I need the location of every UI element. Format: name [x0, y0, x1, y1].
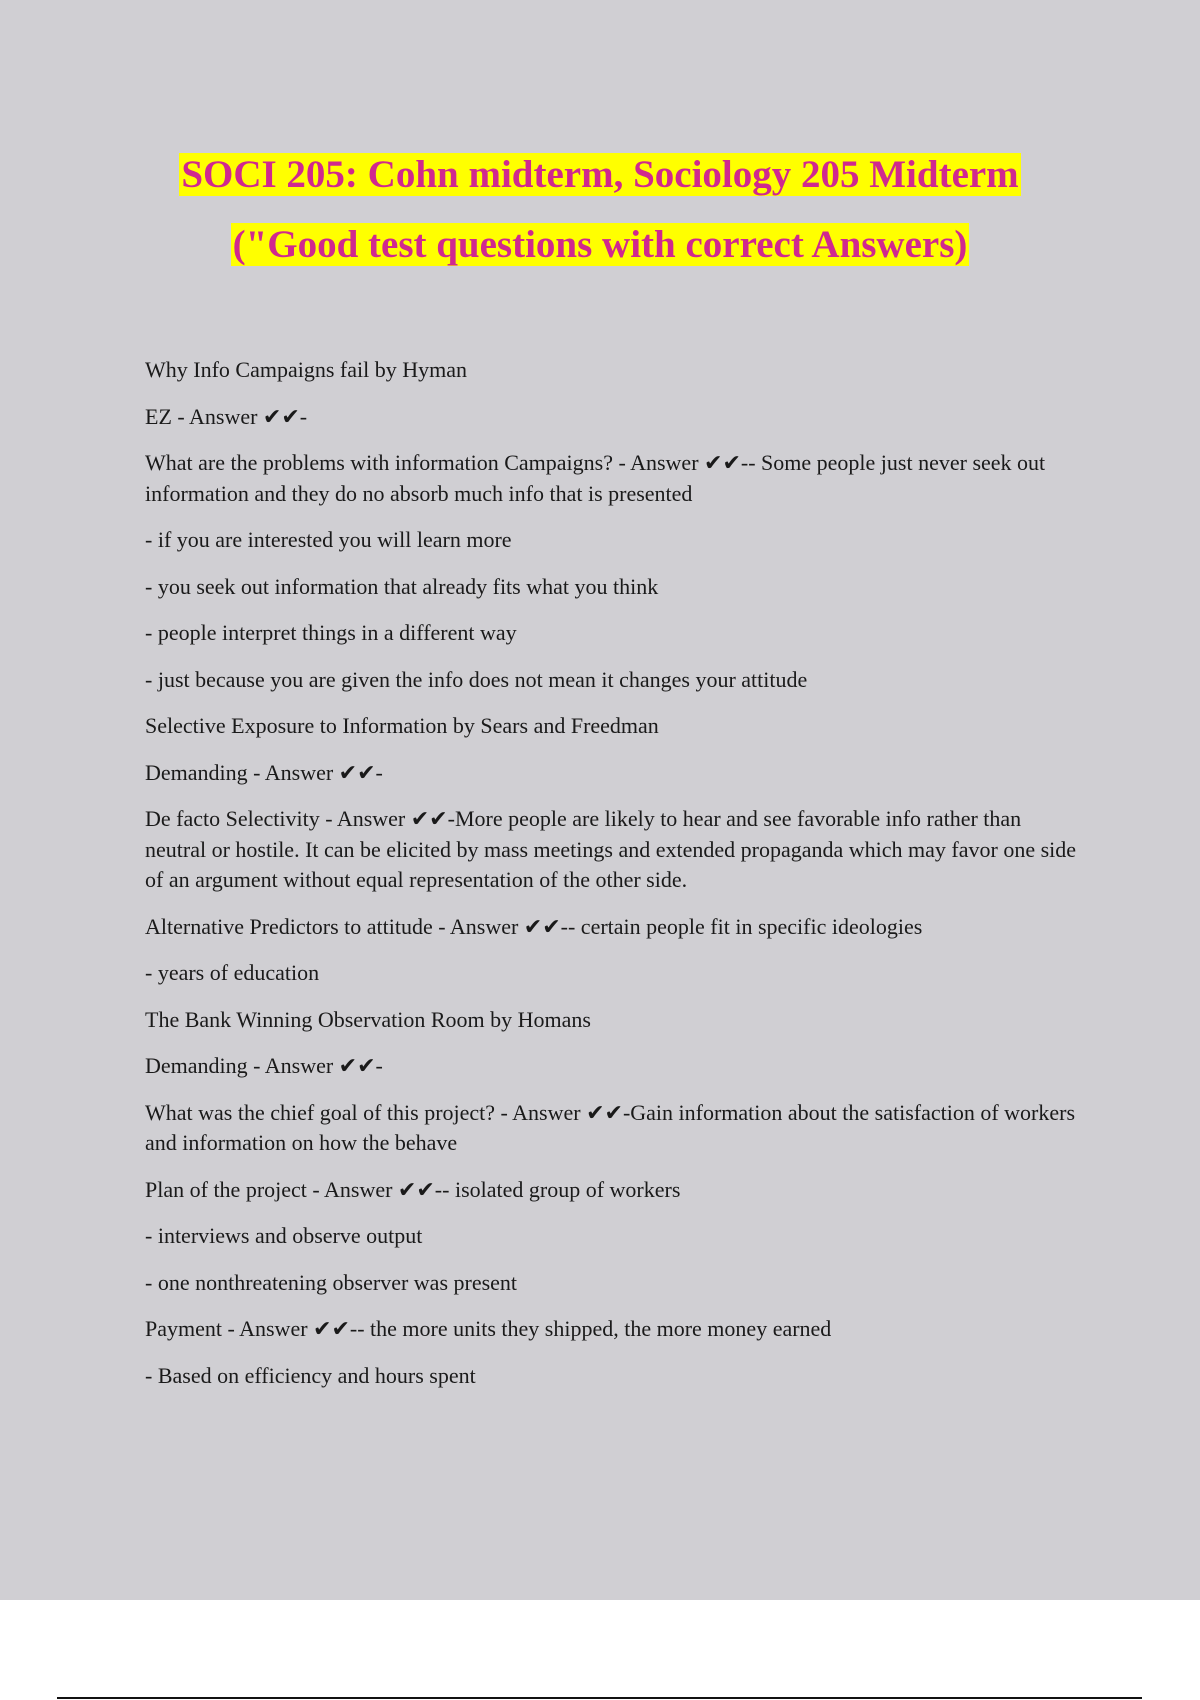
document-title: [0, 140, 1200, 280]
paragraph: EZ - Answer ✔✔-: [145, 403, 308, 429]
paragraph: De facto Selectivity - Answer ✔✔-More people are likely to hear and see favorable info rather than neutral or hostile. It can be elicited by mass meetings and extended propaganda which may favor one side of an argument without equal representation of the other side.: [145, 806, 1077, 892]
paragraph: - one nonthreatening observer was present: [145, 1269, 518, 1295]
paragraph: - people interpret things in a different way: [145, 620, 517, 645]
paragraph: Plan of the project - Answer ✔✔-- isolated group of workers: [145, 1176, 681, 1202]
paragraph: The Bank Winning Observation Room by Homans: [145, 1006, 591, 1032]
title-line-1: SOCI 205: Cohn midterm, Sociology 205 Midterm: [181, 153, 1019, 196]
paragraph: What was the chief goal of this project? - Answer ✔✔-Gain information about the satisfaction of workers and information on how the behave: [145, 1099, 1076, 1155]
paragraph: - interviews and observe output: [145, 1223, 423, 1248]
title-line-2: ("Good test questions with correct Answers): [232, 223, 968, 266]
paragraph: Demanding - Answer ✔✔-: [145, 1053, 383, 1078]
paragraph: - you seek out information that already fits what you think: [145, 573, 659, 599]
paragraph: Demanding - Answer ✔✔-: [145, 759, 383, 785]
footer-divider: [57, 1697, 1142, 1699]
paragraph: - just because you are given the info does not mean it changes your attitude: [145, 666, 808, 692]
paragraph: - if you are interested you will learn more: [145, 527, 512, 552]
paragraph: - Based on efficiency and hours spent: [145, 1362, 476, 1388]
paragraph: - years of education: [145, 960, 320, 985]
paragraph: Alternative Predictors to attitude - Answer ✔✔-- certain people fit in specific ideologies: [145, 913, 923, 939]
paragraph: Payment - Answer ✔✔-- the more units they shipped, the more money earned: [145, 1316, 832, 1341]
paragraph: What are the problems with information Campaigns? - Answer ✔✔-- Some people just never seek out information and they do no absorb much info that is presented: [145, 450, 1046, 506]
paragraph: Selective Exposure to Information by Sears and Freedman: [145, 713, 659, 738]
document-body: [145, 355, 1085, 1407]
paragraph: Why Info Campaigns fail by Hyman: [145, 357, 467, 382]
